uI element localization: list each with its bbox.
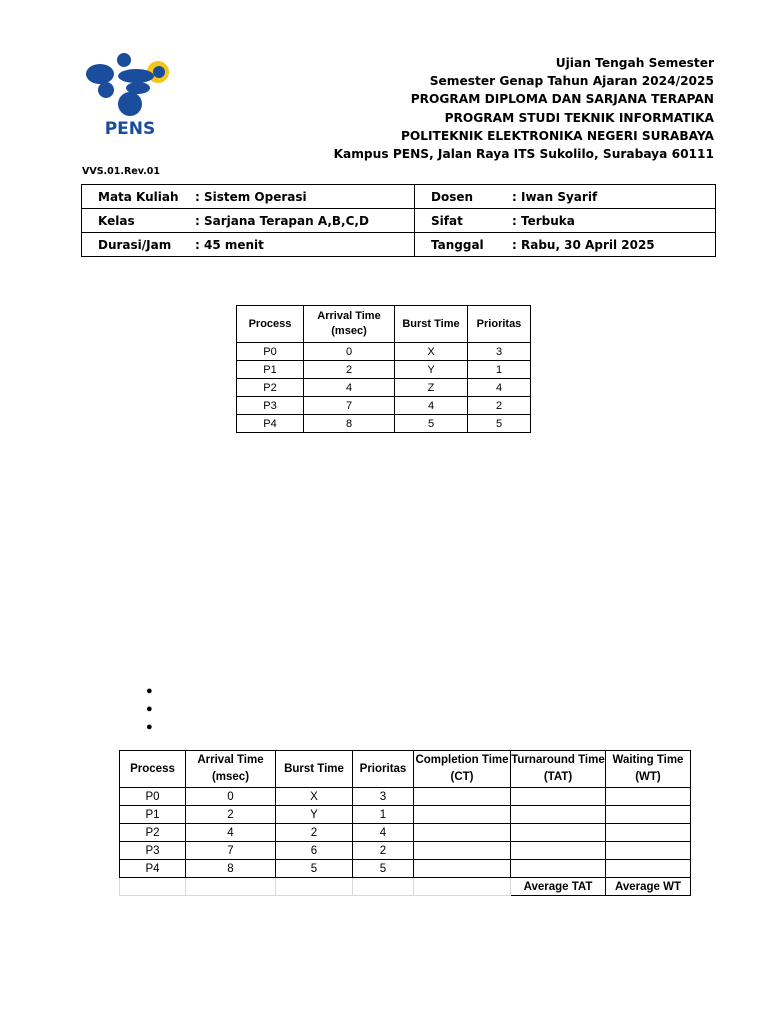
table-cell: 2 <box>186 806 276 824</box>
table-cell: 2 <box>353 842 414 860</box>
durasi-label: Durasi/Jam <box>98 237 172 252</box>
info-cell <box>415 185 716 209</box>
table-cell: P3 <box>237 397 304 415</box>
list-item: ● <box>146 685 153 697</box>
table-cell: 8 <box>186 860 276 878</box>
column-header: Prioritas <box>468 306 531 343</box>
table-cell: 5 <box>353 860 414 878</box>
table-row <box>237 379 531 397</box>
table-cell: 4 <box>353 824 414 842</box>
table-header-row <box>120 751 691 788</box>
table-cell: 7 <box>186 842 276 860</box>
table-cell: P1 <box>237 361 304 379</box>
turnaround-time-cell <box>511 824 606 842</box>
tanggal-value: : Rabu, 30 April 2025 <box>512 237 655 252</box>
table-header-row <box>237 306 531 343</box>
table-row <box>82 209 716 233</box>
waiting-time-cell <box>606 860 691 878</box>
list-item: ● <box>146 721 153 733</box>
table-cell: 1 <box>468 361 531 379</box>
empty-cell <box>120 878 186 896</box>
table-row <box>120 860 691 878</box>
header-line: PROGRAM DIPLOMA DAN SARJANA TERAPAN <box>410 92 714 107</box>
table-cell: 6 <box>276 842 353 860</box>
column-header: Completion Time (CT) <box>414 751 511 788</box>
completion-time-cell <box>414 860 511 878</box>
table-cell: 4 <box>468 379 531 397</box>
table-cell: 0 <box>186 788 276 806</box>
table-cell: P1 <box>120 806 186 824</box>
column-header: Arrival Time (msec) <box>304 306 395 343</box>
table-row <box>237 343 531 361</box>
table-cell: 4 <box>186 824 276 842</box>
info-cell <box>415 209 716 233</box>
table-row <box>237 415 531 433</box>
completion-time-cell <box>414 842 511 860</box>
empty-cell <box>186 878 276 896</box>
empty-cell <box>276 878 353 896</box>
document-code: VVS.01.Rev.01 <box>82 166 160 177</box>
waiting-time-cell <box>606 788 691 806</box>
average-tat-label: Average TAT <box>511 878 606 896</box>
turnaround-time-cell <box>511 860 606 878</box>
exam-header <box>334 54 714 163</box>
exam-info-table <box>81 184 716 257</box>
table-cell: 1 <box>353 806 414 824</box>
header-line: PROGRAM STUDI TEKNIK INFORMATIKA <box>444 110 714 125</box>
table-cell: 8 <box>304 415 395 433</box>
info-cell <box>82 233 415 257</box>
table-cell: 5 <box>276 860 353 878</box>
tanggal-label: Tanggal <box>431 237 484 252</box>
table-row <box>82 185 716 209</box>
table-cell: 7 <box>304 397 395 415</box>
table-cell: 5 <box>395 415 468 433</box>
table-cell: 2 <box>276 824 353 842</box>
table-row <box>120 788 691 806</box>
dosen-label: Dosen <box>431 189 474 204</box>
scheduling-answer-table <box>119 750 691 896</box>
empty-cell <box>353 878 414 896</box>
table-cell: P4 <box>120 860 186 878</box>
table-cell: 2 <box>304 361 395 379</box>
table-cell: Z <box>395 379 468 397</box>
table-cell: 3 <box>353 788 414 806</box>
turnaround-time-cell <box>511 788 606 806</box>
mata-kuliah-value: : Sistem Operasi <box>195 189 307 204</box>
kelas-label: Kelas <box>98 213 135 228</box>
table-cell: X <box>276 788 353 806</box>
info-cell <box>82 209 415 233</box>
turnaround-time-cell <box>511 806 606 824</box>
table-row <box>120 824 691 842</box>
average-row <box>120 878 691 896</box>
column-header: Burst Time <box>276 751 353 788</box>
table-cell: P4 <box>237 415 304 433</box>
process-table <box>236 305 531 433</box>
list-item: ● <box>146 703 153 715</box>
column-header: Process <box>237 306 304 343</box>
column-header: Burst Time <box>395 306 468 343</box>
sifat-label: Sifat <box>431 213 463 228</box>
header-line: Ujian Tengah Semester <box>555 56 714 70</box>
waiting-time-cell <box>606 806 691 824</box>
table-cell: P2 <box>237 379 304 397</box>
table-cell: X <box>395 343 468 361</box>
column-header: Arrival Time (msec) <box>186 751 276 788</box>
bullet-list <box>146 682 153 736</box>
sifat-value: : Terbuka <box>512 213 575 228</box>
header-line: POLITEKNIK ELEKTRONIKA NEGERI SURABAYA <box>400 128 714 143</box>
logo-mark-icon <box>86 53 169 116</box>
column-header: Turnaround Time (TAT) <box>511 751 606 788</box>
table-row <box>82 233 716 257</box>
table-row <box>120 842 691 860</box>
waiting-time-cell <box>606 824 691 842</box>
table-cell: 5 <box>468 415 531 433</box>
column-header: Process <box>120 751 186 788</box>
table-row <box>120 806 691 824</box>
completion-time-cell <box>414 824 511 842</box>
kelas-value: : Sarjana Terapan A,B,C,D <box>195 213 369 228</box>
table-row <box>237 361 531 379</box>
turnaround-time-cell <box>511 842 606 860</box>
mata-kuliah-label: Mata Kuliah <box>98 189 179 204</box>
table-cell: P3 <box>120 842 186 860</box>
dosen-value: : Iwan Syarif <box>512 189 598 204</box>
table-cell: 4 <box>304 379 395 397</box>
table-cell: P0 <box>237 343 304 361</box>
table-cell: 4 <box>395 397 468 415</box>
column-header: Waiting Time (WT) <box>606 751 691 788</box>
table-cell: Y <box>395 361 468 379</box>
table-cell: P2 <box>120 824 186 842</box>
table-cell: 2 <box>468 397 531 415</box>
header-line: Kampus PENS, Jalan Raya ITS Sukolilo, Surabaya 60111 <box>333 147 714 162</box>
table-cell: 0 <box>304 343 395 361</box>
header-line: Semester Genap Tahun Ajaran 2024/2025 <box>429 74 714 89</box>
empty-cell <box>414 878 511 896</box>
durasi-value: : 45 menit <box>195 237 264 252</box>
info-cell <box>82 185 415 209</box>
completion-time-cell <box>414 788 511 806</box>
average-wt-label: Average WT <box>606 878 691 896</box>
completion-time-cell <box>414 806 511 824</box>
pens-logo <box>80 48 180 140</box>
table-row <box>237 397 531 415</box>
logo-text: PENS <box>104 119 156 139</box>
column-header: Prioritas <box>353 751 414 788</box>
table-cell: P0 <box>120 788 186 806</box>
waiting-time-cell <box>606 842 691 860</box>
table-cell: Y <box>276 806 353 824</box>
table-cell: 3 <box>468 343 531 361</box>
info-cell <box>415 233 716 257</box>
